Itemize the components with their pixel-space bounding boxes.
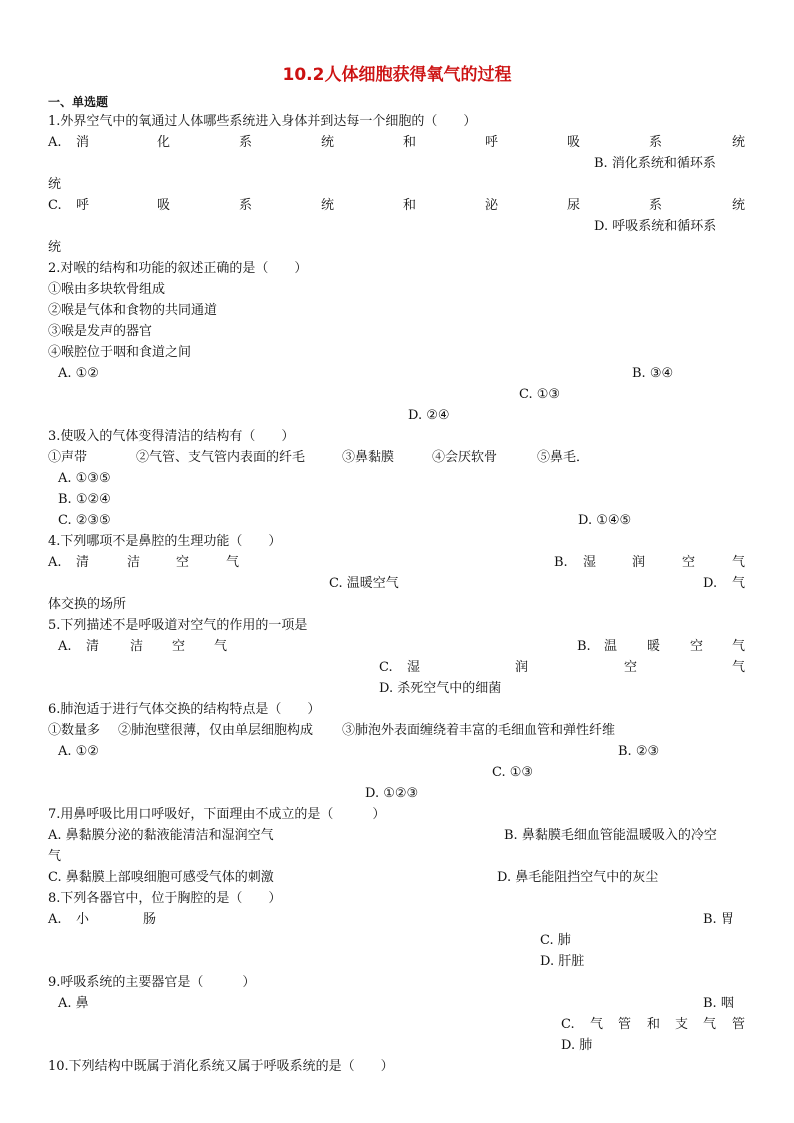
q1-option-c-char: 尿 xyxy=(567,198,581,213)
question-9-stem: 9.呼吸系统的主要器官是（ ） xyxy=(48,975,256,990)
question-5-stem: 5.下列描述不是呼吸道对空气的作用的一项是 xyxy=(48,618,308,633)
q4-option-a-char: 洁 xyxy=(127,555,141,570)
q1-option-a-char: 吸 xyxy=(567,135,581,150)
q4-option-b-char: 湿 xyxy=(583,555,597,570)
q4-option-d-continued: 体交换的场所 xyxy=(48,597,127,612)
q1-option-c-char: 系 xyxy=(239,198,253,213)
q1-option-a-char: 呼 xyxy=(485,135,499,150)
question-1-stem: 1.外界空气中的氧通过人体哪些系统进入身体并到达每一个细胞的（ ） xyxy=(48,114,477,129)
q8-option-c: C. 肺 xyxy=(540,933,571,948)
q5-option-c-char: 湿 xyxy=(407,660,421,675)
q1-option-c-char: 统 xyxy=(321,198,335,213)
q3-item: ⑤鼻毛． xyxy=(537,450,590,465)
page-title: 10.2人体细胞获得氧气的过程 xyxy=(282,65,512,85)
q1-option-d-continued: 统 xyxy=(48,240,62,255)
q4-option-d-char: 气 xyxy=(732,576,746,591)
q1-option-a-letter: A. xyxy=(48,135,62,150)
q5-option-a-char: 洁 xyxy=(130,639,144,654)
section-heading: 一、单选题 xyxy=(48,95,109,109)
q1-option-a-char: 化 xyxy=(157,135,171,150)
q4-option-b-char: 润 xyxy=(632,555,646,570)
q8-option-a-char: 肠 xyxy=(143,912,157,927)
q9-option-c-char: 支 xyxy=(675,1017,689,1032)
q7-option-c: C. 鼻黏膜上部嗅细胞可感受气体的刺激 xyxy=(48,870,274,885)
q9-option-c-char: 气 xyxy=(590,1017,604,1032)
question-6-stem: 6.肺泡适于进行气体交换的结构特点是（ ） xyxy=(48,702,321,717)
q6-item: ①数量多 xyxy=(48,723,101,738)
q4-option-d-letter: D. xyxy=(703,576,718,591)
q3-option-c: C. ②③⑤ xyxy=(58,513,111,528)
q5-option-c-letter: C. xyxy=(379,660,393,675)
q3-item: ③鼻黏膜 xyxy=(342,450,395,465)
q4-option-b-letter: B. xyxy=(554,555,568,570)
q9-option-c-char: 和 xyxy=(647,1017,661,1032)
q9-option-a: A. 鼻 xyxy=(58,996,89,1011)
q9-option-c-char: 气 xyxy=(703,1017,717,1032)
q9-option-b: B. 咽 xyxy=(703,996,734,1011)
q6-option-d: D. ①②③ xyxy=(365,786,419,801)
q6-option-c: C. ①③ xyxy=(492,765,534,780)
q1-option-c-char: 吸 xyxy=(157,198,171,213)
q3-item: ②气管、支气管内表面的纤毛 xyxy=(136,450,306,465)
q6-item: ③肺泡外表面缠绕着丰富的毛细血管和弹性纤维 xyxy=(342,723,616,738)
q1-option-c-char: 系 xyxy=(649,198,663,213)
q7-option-d: D. 鼻毛能阻挡空气中的灰尘 xyxy=(497,870,659,885)
q4-option-a-letter: A. xyxy=(48,555,62,570)
question-8-stem: 8.下列各器官中，位于胸腔的是（ ） xyxy=(48,891,282,906)
q2-option-d: D. ②④ xyxy=(408,408,450,423)
q9-option-c-letter: C. xyxy=(561,1017,575,1032)
q2-option-a: A. ①② xyxy=(58,366,99,381)
q4-option-a-char: 空 xyxy=(176,555,190,570)
q1-option-c-char: 泌 xyxy=(485,198,499,213)
q5-option-a-letter: A. xyxy=(58,639,72,654)
q2-statement: ④喉腔位于咽和食道之间 xyxy=(48,345,192,360)
q2-option-b: B. ③④ xyxy=(632,366,674,381)
q1-option-a-char: 系 xyxy=(649,135,663,150)
q1-option-c-char: 呼 xyxy=(76,198,90,213)
q5-option-b-letter: B. xyxy=(577,639,591,654)
q8-option-a-letter: A. xyxy=(48,912,62,927)
q1-option-b: B. 消化系统和循环系 xyxy=(594,156,716,171)
q5-option-d: D. 杀死空气中的细菌 xyxy=(379,681,502,696)
q9-option-d: D. 肺 xyxy=(561,1038,593,1053)
q9-option-c-char: 管 xyxy=(618,1017,632,1032)
q9-option-c-char: 管 xyxy=(732,1017,746,1032)
q1-option-a-char: 系 xyxy=(239,135,253,150)
q2-statement: ①喉由多块软骨组成 xyxy=(48,282,166,297)
q5-option-b-char: 温 xyxy=(604,639,618,654)
q2-statement: ②喉是气体和食物的共同通道 xyxy=(48,303,218,318)
q5-option-c-char: 空 xyxy=(624,660,638,675)
q5-option-c-char: 润 xyxy=(515,660,529,675)
q4-option-a-char: 气 xyxy=(226,555,240,570)
q1-option-c-char: 和 xyxy=(403,198,417,213)
q1-option-c-letter: C. xyxy=(48,198,62,213)
q5-option-b-char: 空 xyxy=(690,639,704,654)
q7-option-b-continued: 气 xyxy=(48,849,62,864)
q1-option-d: D. 呼吸系统和循环系 xyxy=(594,219,717,234)
question-3-stem: 3.使吸入的气体变得清洁的结构有（ ） xyxy=(48,429,295,444)
q5-option-c-char: 气 xyxy=(732,660,746,675)
q1-option-c-char: 统 xyxy=(732,198,746,213)
q6-item: ②肺泡壁很薄，仅由单层细胞构成 xyxy=(118,723,314,738)
q1-option-b-continued: 统 xyxy=(48,177,62,192)
q3-item: ①声带 xyxy=(48,450,88,465)
q7-option-b: B. 鼻黏膜毛细血管能温暖吸入的冷空 xyxy=(504,828,717,843)
q1-option-a-char: 和 xyxy=(403,135,417,150)
q4-option-c: C. 温暖空气 xyxy=(329,576,399,591)
q3-option-d: D. ①④⑤ xyxy=(578,513,632,528)
q4-option-a-char: 清 xyxy=(76,555,90,570)
question-10-stem: 10.下列结构中既属于消化系统又属于呼吸系统的是（ ） xyxy=(48,1059,394,1074)
q7-option-a: A. 鼻黏膜分泌的黏液能清洁和湿润空气 xyxy=(48,828,274,843)
q6-option-a: A. ①② xyxy=(58,744,99,759)
q8-option-b: B. 胃 xyxy=(703,912,734,927)
q2-statement: ③喉是发声的器官 xyxy=(48,324,153,339)
question-4-stem: 4.下列哪项不是鼻腔的生理功能（ ） xyxy=(48,534,282,549)
q8-option-d: D. 肝脏 xyxy=(540,954,585,969)
q5-option-a-char: 清 xyxy=(86,639,100,654)
q1-option-a-char: 消 xyxy=(76,135,90,150)
question-2-stem: 2.对喉的结构和功能的叙述正确的是（ ） xyxy=(48,261,308,276)
q5-option-a-char: 空 xyxy=(172,639,186,654)
q5-option-b-char: 气 xyxy=(732,639,746,654)
q6-option-b: B. ②③ xyxy=(618,744,660,759)
q1-option-a-char: 统 xyxy=(321,135,335,150)
q1-option-a-char: 统 xyxy=(732,135,746,150)
question-7-stem: 7.用鼻呼吸比用口呼吸好，下面理由不成立的是（ ） xyxy=(48,807,386,822)
q4-option-b-char: 空 xyxy=(682,555,696,570)
q4-option-b-char: 气 xyxy=(732,555,746,570)
q3-option-a: A. ①③⑤ xyxy=(58,471,111,486)
q5-option-a-char: 气 xyxy=(214,639,228,654)
q5-option-b-char: 暖 xyxy=(647,639,661,654)
q3-option-b: B. ①②④ xyxy=(58,492,111,507)
q2-option-c: C. ①③ xyxy=(519,387,561,402)
q8-option-a-char: 小 xyxy=(76,912,90,927)
q3-item: ④会厌软骨 xyxy=(432,450,498,465)
